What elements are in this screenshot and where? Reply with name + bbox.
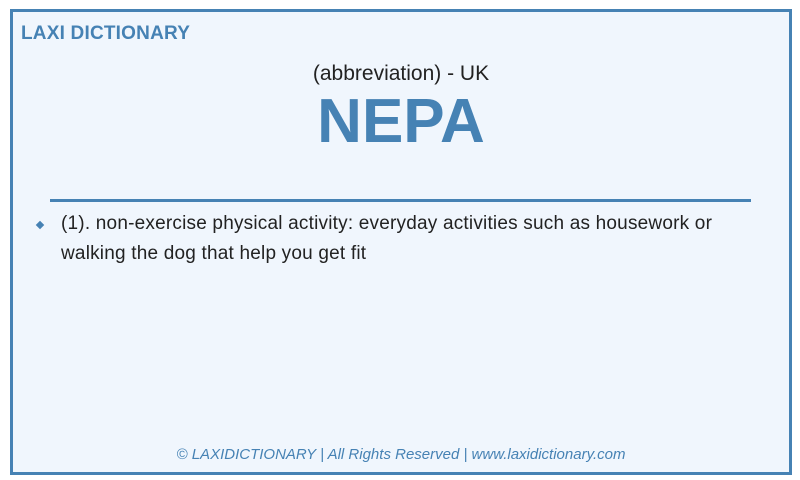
copyright-footer: © LAXIDICTIONARY | All Rights Reserved | www.laxidictionary.com [176, 446, 626, 463]
brand-title: LAXI DICTIONARY [21, 23, 191, 44]
dictionary-card [10, 9, 792, 475]
diamond-bullet-icon [36, 221, 44, 229]
headword: NEPA [317, 87, 485, 156]
part-of-speech: (abbreviation) - UK [312, 62, 490, 85]
divider [50, 199, 751, 202]
definition-text: (1). non-exercise physical activity: everyday activities such as housework or walking the dog that help you get fit [61, 213, 713, 264]
